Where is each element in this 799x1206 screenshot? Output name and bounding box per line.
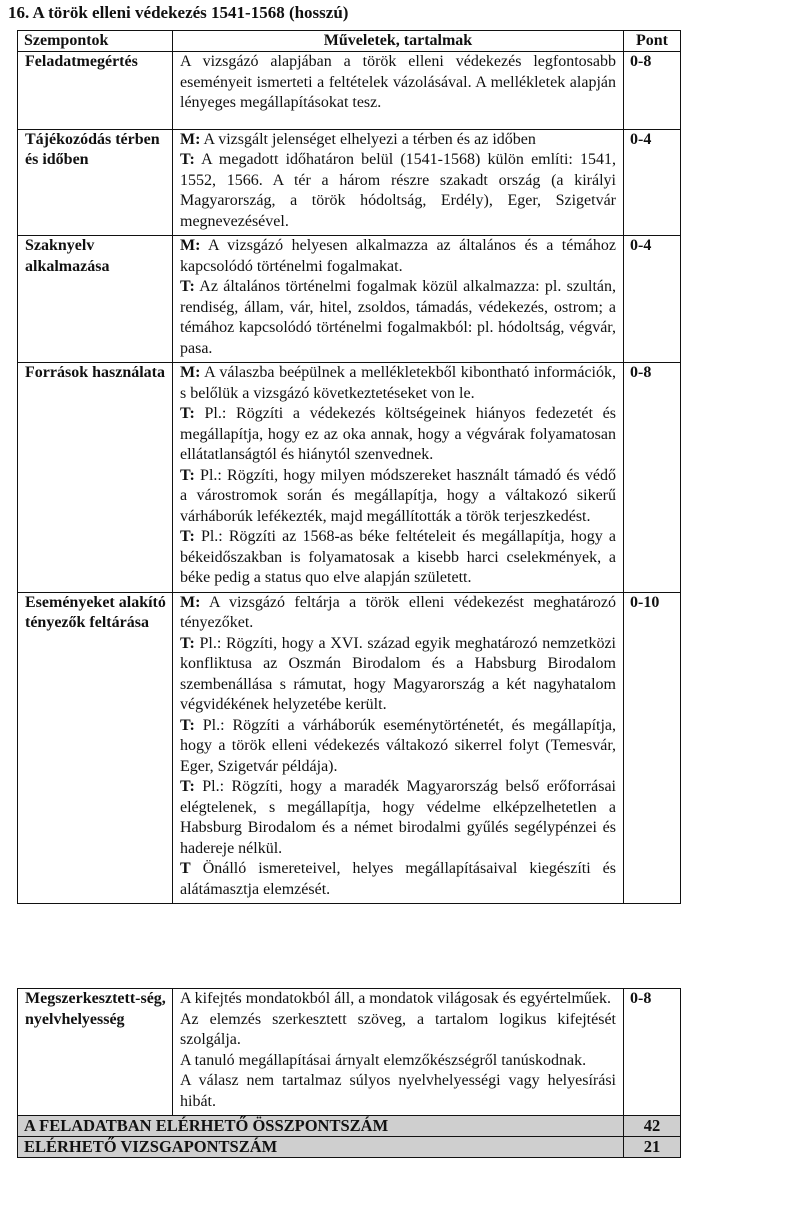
- table-row: [18, 129, 681, 236]
- content-cell: [173, 989, 624, 1116]
- points-cell: 0-4: [624, 129, 681, 236]
- total-label: A FELADATBAN ELÉRHETŐ ÖSSZPONTSZÁM: [18, 1116, 624, 1137]
- table-header-row: [18, 31, 681, 52]
- criterion-paragraph: T: Pl.: Rögzíti a várháborúk eseménytörténetét, és megállapítja, hogy a török elleni védekezés váltakozó sikerrel folyt (Temesvár, Eger, Szigetvár példája).: [180, 716, 616, 775]
- criterion-paragraph: T: Pl.: Rögzíti, hogy a maradék Magyarország belső erőforrásai elégtelenek, s megállapítja, hogy védelme elképzelhetetlen a Habsburg Birodalom és a német birodalmi gyűlés segélypénzei és hadereje nélkül.: [180, 778, 616, 857]
- criterion-paragraph: M: A vizsgázó feltárja a török elleni védekezést meghatározó tényezőket.: [180, 593, 616, 631]
- header-operations: Műveletek, tartalmak: [173, 31, 624, 52]
- points-cell: 0-8: [624, 52, 681, 130]
- aspect-cell: Szaknyelv alkalmazása: [18, 236, 173, 363]
- total-row-exam: [18, 1137, 681, 1158]
- criterion-paragraph: T: Pl.: Rögzíti az 1568-as béke feltételeit és megállapítja, hogy a békeidőszakban is folyamatosak a kisebb harci cselekmények, a béke pedig a status quo elve alapján született.: [180, 528, 616, 586]
- criterion-paragraph: T: A megadott időhatáron belül (1541-1568) külön említi: 1541, 1552, 1566. A tér a három részre szakadt ország (a királyi Magyarország, a török hódoltság, Erdély), Eger, Szigetvár megnevezésével.: [180, 151, 616, 230]
- aspect-cell: Tájékozódás térben és időben: [18, 129, 173, 236]
- criterion-paragraph: T Önálló ismereteivel, helyes megállapításaival kiegészíti és alátámasztja elemzését.: [180, 860, 616, 898]
- criterion-paragraph: T: Az általános történelmi fogalmak közül alkalmazza: pl. szultán, rendiség, állam, vár, hitel, zsoldos, támadás, védekezés, ostrom; a témához kapcsolódó történelmi fogalmakból: pl. hódoltság, végvár, pasa.: [180, 278, 616, 357]
- header-aspects: Szempontok: [18, 31, 173, 52]
- points-cell: 0-4: [624, 236, 681, 363]
- total-value: 42: [624, 1116, 681, 1137]
- aspect-cell: Források használata: [18, 363, 173, 593]
- aspect-cell: Feladatmegértés: [18, 52, 173, 130]
- scoring-table-summary: [17, 988, 681, 1158]
- content-cell: [173, 52, 624, 130]
- page-title: 16. A török elleni védekezés 1541-1568 (hosszú): [8, 3, 349, 22]
- table-row: [18, 592, 681, 904]
- content-cell: [173, 363, 624, 593]
- criterion-paragraph: A válasz nem tartalmaz súlyos nyelvhelyességi vagy helyesírási hibát.: [180, 1072, 616, 1110]
- criterion-paragraph: M: A vizsgázó helyesen alkalmazza az általános és a témához kapcsolódó történelmi fogalmakat.: [180, 237, 616, 275]
- content-cell: [173, 592, 624, 904]
- aspect-cell: Megszerkesztett-ség, nyelvhelyesség: [18, 989, 173, 1116]
- total-value: 21: [624, 1137, 681, 1158]
- table-row: [18, 52, 681, 130]
- content-cell: [173, 129, 624, 236]
- points-cell: 0-10: [624, 592, 681, 904]
- criterion-paragraph: A vizsgázó alapjában a török elleni védekezés legfontosabb eseményeit ismerteti a feltételek vázolásával. A mellékletek alapján lényeges megállapításokat tesz.: [180, 53, 616, 111]
- points-cell: 0-8: [624, 989, 681, 1116]
- criterion-paragraph: T: Pl.: Rögzíti a védekezés költségeinek hiányos fedezetét és megállapítja, hogy ez az oka annak, hogy a végvárak folyamatosan ellátatlanságtól és hiánytól szenvednek.: [180, 405, 616, 463]
- table-row: [18, 236, 681, 363]
- criterion-paragraph: Az elemzés szerkesztett szöveg, a tartalom logikus kifejtését szolgálja.: [180, 1010, 616, 1048]
- aspect-cell: Eseményeket alakító tényezők feltárása: [18, 592, 173, 904]
- total-row-task: [18, 1116, 681, 1137]
- content-cell: [173, 236, 624, 363]
- criterion-paragraph: A tanuló megállapításai árnyalt elemzőkészségről tanúskodnak.: [180, 1051, 587, 1069]
- table-row: [18, 363, 681, 593]
- header-points: Pont: [624, 31, 681, 52]
- criterion-paragraph: T: Pl.: Rögzíti, hogy a XVI. század egyik meghatározó nemzetközi konfliktusa az Oszmán Birodalom és a Habsburg Birodalom szembenállása s rámutat, hogy Magyarország a két nagyhatalom végvidékének helyzetébe került.: [180, 634, 616, 713]
- table-row: [18, 989, 681, 1116]
- criterion-paragraph: M: A válaszba beépülnek a mellékletekből kibontható információk, s belőlük a vizsgázó következtetéseket von le.: [180, 364, 616, 402]
- total-label: ELÉRHETŐ VIZSGAPONTSZÁM: [18, 1137, 624, 1158]
- points-cell: 0-8: [624, 363, 681, 593]
- criterion-paragraph: T: Pl.: Rögzíti, hogy milyen módszereket használt támadó és védő a várostromok során és megállapítja, hogy a váltakozó sikerű várháborúk lefékezték, majd megállították a török terjeszkedést.: [180, 466, 616, 525]
- scoring-table: [17, 30, 681, 904]
- criterion-paragraph: M: A vizsgált jelenséget elhelyezi a térben és az időben: [180, 130, 536, 148]
- criterion-paragraph: A kifejtés mondatokból áll, a mondatok világosak és egyértelműek.: [180, 990, 612, 1007]
